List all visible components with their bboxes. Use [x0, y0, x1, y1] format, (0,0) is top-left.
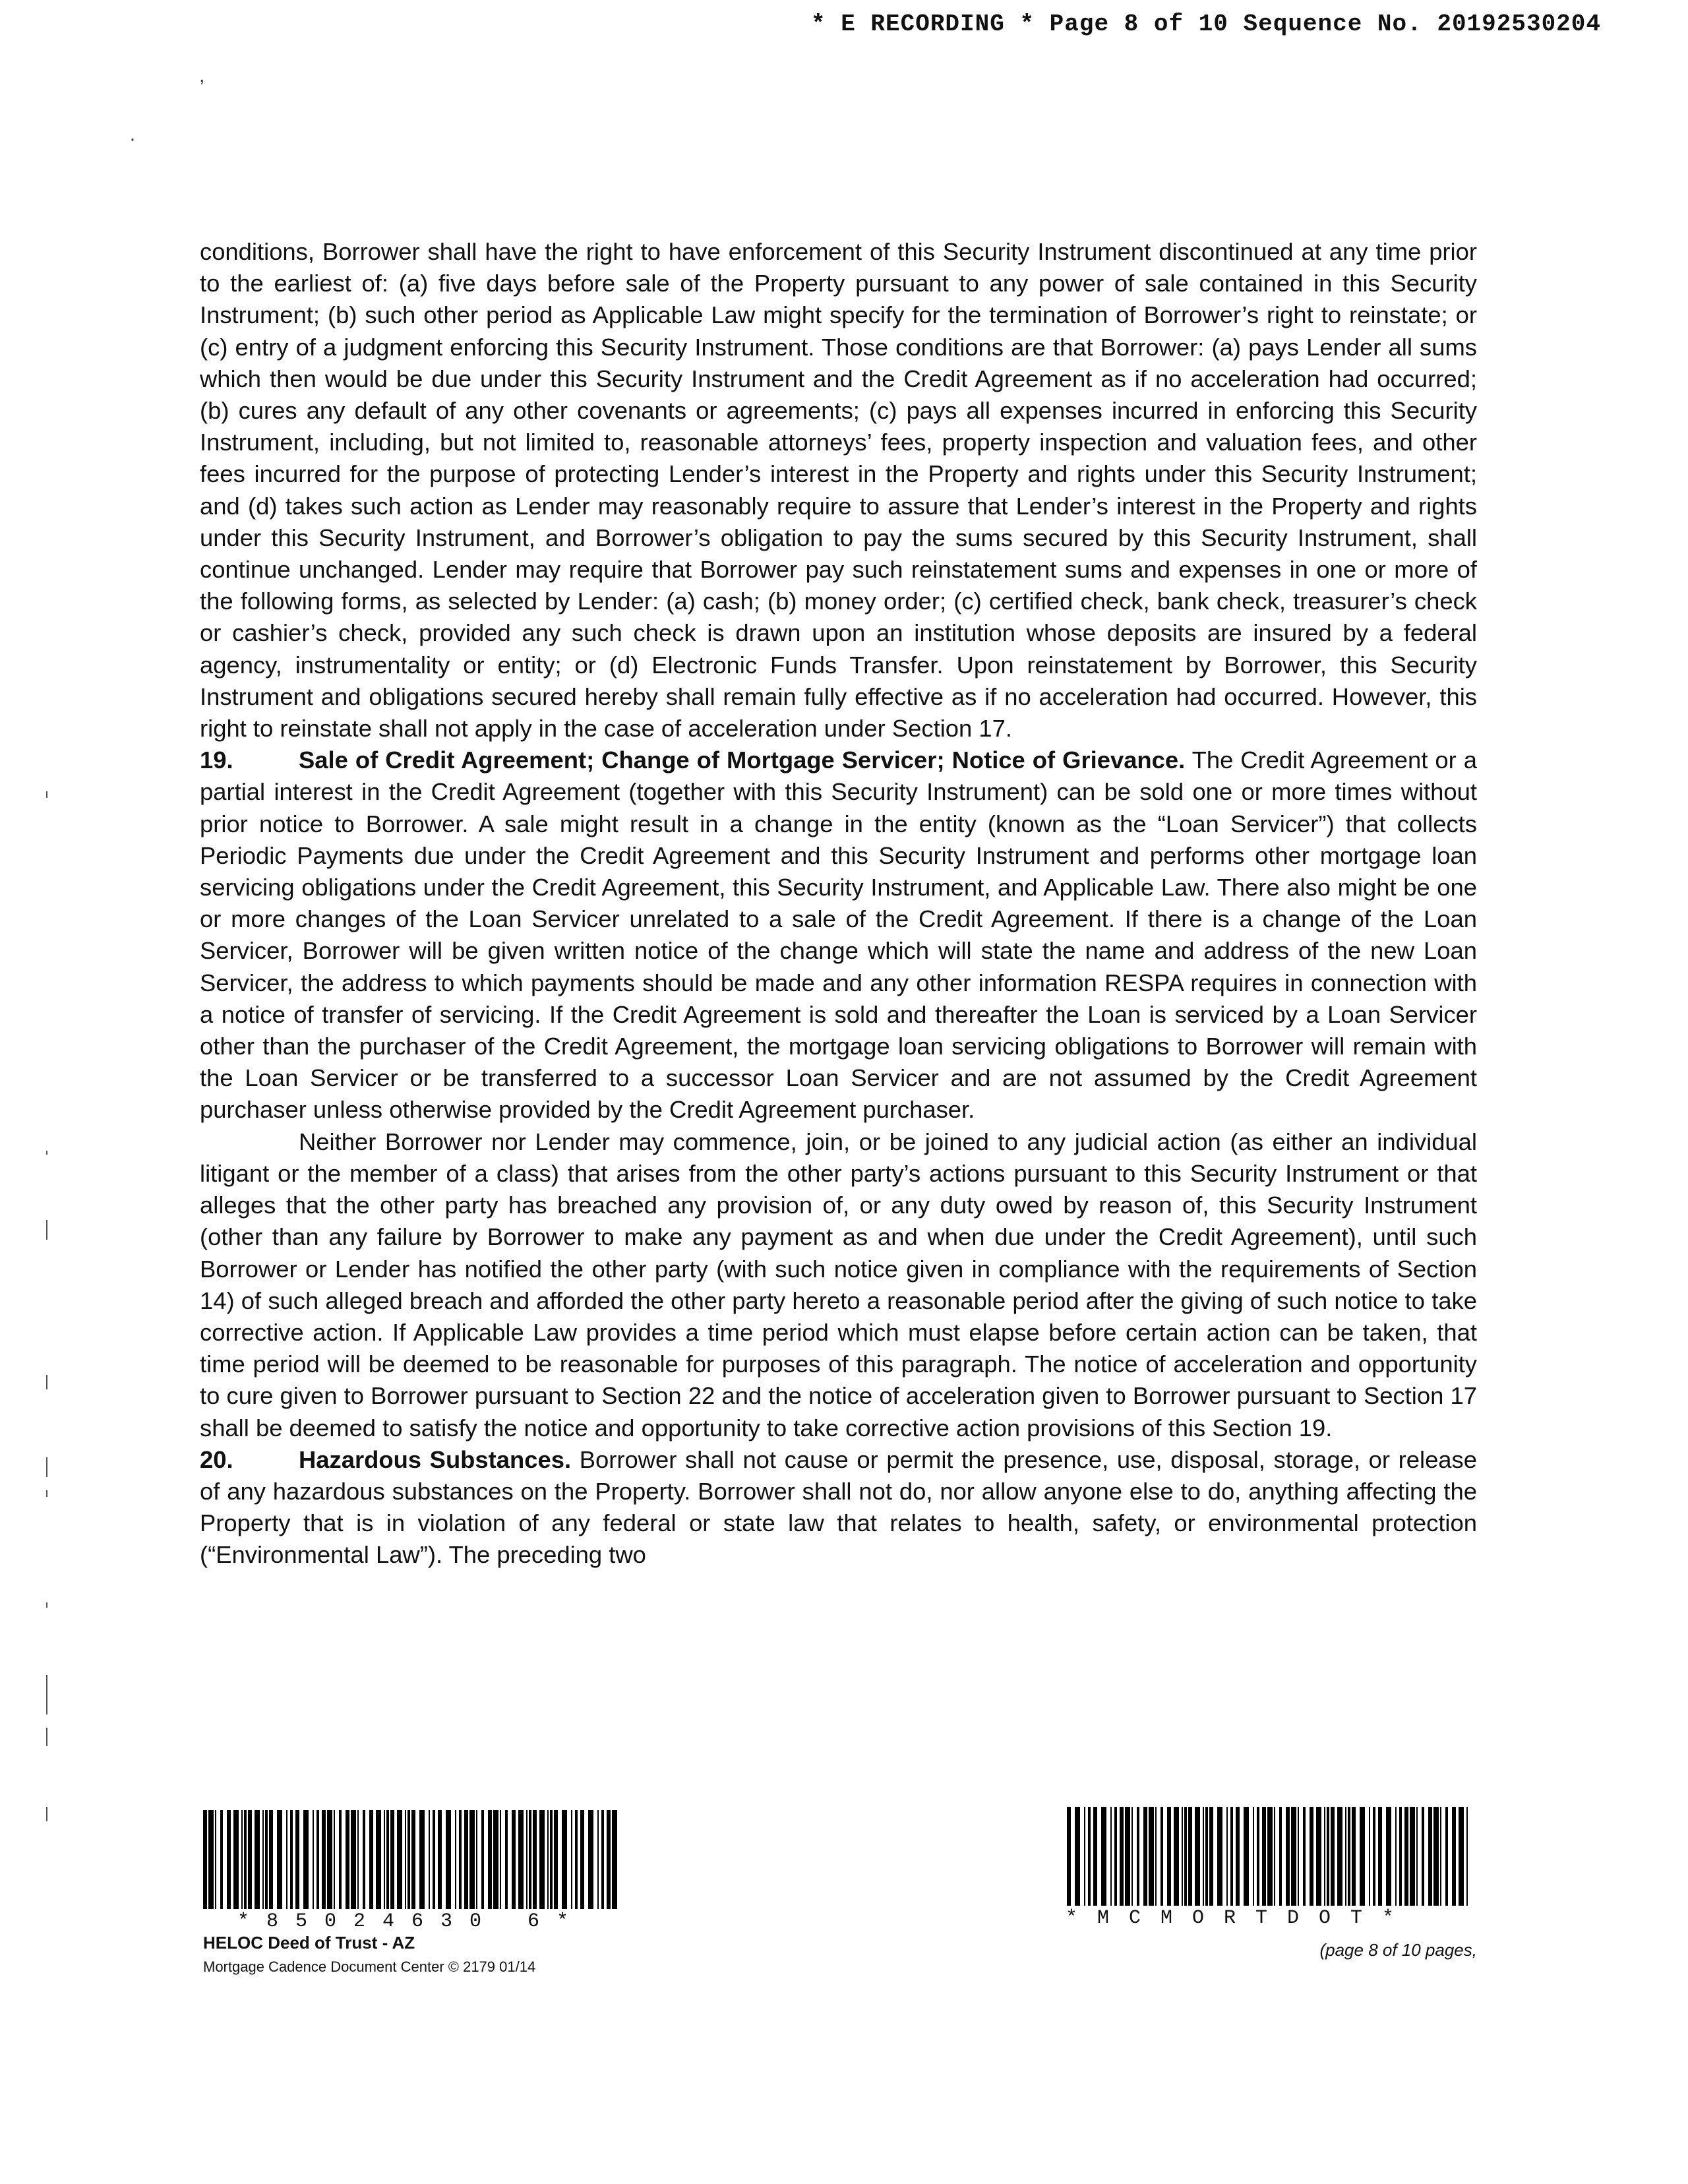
barcode-bar	[612, 1810, 617, 1909]
barcode-bar	[1230, 1807, 1233, 1906]
barcode-bar	[1205, 1807, 1208, 1906]
barcode-bar	[607, 1810, 611, 1909]
barcode-bar	[1466, 1807, 1468, 1906]
barcode-bar	[405, 1810, 406, 1909]
margin-mark	[46, 1375, 47, 1389]
barcode-bar	[529, 1810, 531, 1909]
barcode-bar	[1149, 1807, 1154, 1906]
barcode-bar	[1093, 1807, 1097, 1906]
barcode-bar	[262, 1810, 264, 1909]
barcode-bar	[1337, 1807, 1342, 1906]
barcode-bar	[1378, 1807, 1382, 1906]
barcode-bar	[1209, 1807, 1213, 1906]
barcode-bar	[1298, 1807, 1299, 1906]
barcode-bar	[1433, 1807, 1439, 1906]
barcode-bar	[1131, 1807, 1133, 1906]
barcode-bar	[1291, 1807, 1296, 1906]
barcode-bar	[290, 1810, 293, 1909]
barcode-bar	[357, 1810, 359, 1909]
barcode-bar	[1327, 1807, 1329, 1906]
section-19	[200, 744, 1477, 1126]
barcode-bar	[351, 1810, 356, 1909]
form-title: HELOC Deed of Trust - AZ	[203, 1933, 415, 1953]
barcode-bar	[1369, 1807, 1370, 1906]
barcode-bar	[518, 1810, 524, 1909]
barcode-bar	[1324, 1807, 1325, 1906]
barcode-bar	[316, 1810, 319, 1909]
footer-right	[1063, 1807, 1477, 1960]
barcode-bar	[505, 1810, 508, 1909]
barcode-bar	[571, 1810, 572, 1909]
barcode-bar	[1203, 1807, 1204, 1906]
barcode-caption: *85024630 6*	[237, 1910, 586, 1933]
paragraph-reinstatement: conditions, Borrower shall have the right to have enforcement of this Security Instrument discontinued at any time prior to the earliest of: (a) five days before sale of the Property pursuant to any power of sale contained in this Security Instrument; (b) such other period as Applicable Law might specify for the termination of Borrower’s right to reinstate; or (c) entry of a judgment enforcing this Security Instrument. Those conditions are that Borrower: (a) pays Lender all sums which then would be due under this Security Instrument and the Credit Agreement as if no acceleration had occurred; (b) cures any default of any other covenants or agreements; (c) pays all expenses incurred in enforcing this Security Instrument, including, but not limited to, reasonable attorneys’ fees, property inspection and valuation fees, and other fees incurred for the purpose of protecting Lender’s interest in the Property and rights under this Security Instrument; and (d) takes such action as Lender may reasonably require to assure that Lender’s interest in the Property and rights under this Security Instrument, and Borrower’s obligation to pay the sums secured by this Security Instrument, shall continue unchanged. Lender may require that Borrower pay such reinstatement sums and expenses in one or more of the following forms, as selected by Lender: (a) cash; (b) money order; (c) certified check, bank check, treasurer’s check or cashier’s check, provided any such check is drawn upon an institution whose deposits are insured by a federal agency, instrumentality or entity; or (d) Electronic Funds Transfer. Upon reinstatement by Borrower, this Security Instrument and obligations secured hereby shall remain fully effective as if no acceleration had occurred. However, this right to reinstate shall not apply in the case of acceleration under Section 17.	[200, 238, 1477, 743]
recording-stamp: * E RECORDING * Page 8 of 10 Sequence No. 20192530204	[811, 11, 1601, 38]
barcode-bar	[1404, 1807, 1408, 1906]
barcode-bar	[1137, 1807, 1139, 1906]
barcode-bar	[512, 1810, 516, 1909]
barcode-bar	[1452, 1807, 1456, 1906]
barcode-bar	[313, 1810, 314, 1909]
barcode-bar	[1274, 1807, 1275, 1906]
barcode-bar	[459, 1810, 462, 1909]
barcode-bar	[244, 1810, 247, 1909]
barcode-bar	[241, 1810, 243, 1909]
barcode-bar	[1217, 1807, 1222, 1906]
barcode-bar	[1067, 1807, 1071, 1906]
barcode-bar	[215, 1810, 216, 1909]
barcode-bar	[1373, 1807, 1375, 1906]
barcode-bar	[547, 1810, 549, 1909]
barcode-bar	[1416, 1807, 1418, 1906]
section-20-title: Hazardous Substances.	[299, 1445, 572, 1473]
barcode-bar	[1182, 1807, 1183, 1906]
barcode-bar	[1226, 1807, 1228, 1906]
barcode-bar	[369, 1810, 373, 1909]
barcode-bar	[1143, 1807, 1147, 1906]
barcode-bar	[1084, 1807, 1085, 1906]
barcode-bar	[1360, 1807, 1365, 1906]
barcode-bar	[363, 1810, 365, 1909]
barcode-bar	[384, 1810, 385, 1909]
barcode-bar	[1244, 1807, 1249, 1906]
barcode-bar	[1120, 1807, 1124, 1906]
barcode-bar	[469, 1810, 475, 1909]
barcode-bar	[265, 1810, 268, 1909]
barcode-bar	[1101, 1807, 1106, 1906]
page-count: (page 8 of 10 pages,	[1319, 1940, 1477, 1960]
barcode-bar	[455, 1810, 456, 1909]
barcode-bar	[438, 1810, 442, 1909]
document-barcode	[203, 1810, 618, 1909]
barcode-bar	[419, 1810, 425, 1909]
barcode-bar	[1445, 1807, 1448, 1906]
barcode-bar	[575, 1810, 578, 1909]
barcode-bar	[248, 1810, 252, 1909]
barcode-bar	[597, 1810, 599, 1909]
barcode-bar	[1459, 1807, 1464, 1906]
barcode-bar	[580, 1810, 584, 1909]
barcode-bar	[476, 1810, 477, 1909]
barcode-bar	[1316, 1807, 1321, 1906]
barcode-bar	[277, 1810, 282, 1909]
barcode-bar	[1395, 1807, 1397, 1906]
margin-mark	[46, 1151, 47, 1155]
barcode-bar	[588, 1810, 593, 1909]
barcode-bar	[1422, 1807, 1424, 1906]
barcode-bar	[322, 1810, 326, 1909]
barcode-bar	[1286, 1807, 1290, 1906]
barcode-bar	[397, 1810, 402, 1909]
barcode-bar	[533, 1810, 537, 1909]
barcode-bar	[327, 1810, 332, 1909]
barcode-bar	[429, 1810, 430, 1909]
barcode-bar	[1167, 1807, 1171, 1906]
barcode-bar	[1262, 1807, 1266, 1906]
barcode-bar	[1399, 1807, 1402, 1906]
barcode-bar	[554, 1810, 558, 1909]
barcode-bar	[1236, 1807, 1240, 1906]
barcode-bar	[1257, 1807, 1259, 1906]
barcode-bar	[1279, 1807, 1282, 1906]
barcode-bar	[303, 1810, 309, 1909]
barcode-bar	[286, 1810, 287, 1909]
barcode-bar	[390, 1810, 394, 1909]
section-19-text: The Credit Agreement or a partial interest in the Credit Agreement (together with this Security Instrument) can be sold one or more times without prior notice to Borrower. A sale might result in a change in the entity (known as the “Loan Servicer”) that collects Periodic Payments due under the Credit Agreement and this Security Instrument and performs other mortgage loan servicing obligations under the Credit Agreement, this Security Instrument, and Applicable Law. There also might be one or more changes of the Loan Servicer unrelated to a sale of the Credit Agreement. If there is a change of the Loan Servicer, Borrower will be given written notice of the change which will state the name and address of the new Loan Servicer, the address to which payments should be made and any other information RESPA requires in connection with a notice of transfer of servicing. If the Credit Agreement is sold and thereafter the Loan is serviced by a Loan Servicer other than the purchaser of the Credit Agreement, the mortgage loan servicing obligations to Borrower will remain with the Loan Servicer or be transferred to a successor Loan Servicer and are not assumed by the Credit Agreement purchaser unless otherwise provided by the Credit Agreement purchaser.	[200, 746, 1477, 1124]
barcode-bar	[346, 1810, 349, 1909]
barcode-bar	[339, 1810, 342, 1909]
form-barcode	[1067, 1807, 1470, 1906]
barcode-bar	[1088, 1807, 1091, 1906]
barcode-bar	[1075, 1807, 1080, 1906]
barcode-bar	[233, 1810, 239, 1909]
barcode-bar	[562, 1810, 567, 1909]
barcode-bar	[601, 1810, 604, 1909]
margin-mark	[46, 1220, 47, 1240]
stray-mark: ,	[199, 65, 205, 86]
barcode-bar	[255, 1810, 260, 1909]
barcode-bar	[1174, 1807, 1179, 1906]
barcode-bar	[1386, 1807, 1391, 1906]
barcode-bar	[1348, 1807, 1350, 1906]
barcode-bar	[1184, 1807, 1187, 1906]
barcode-bar	[295, 1810, 299, 1909]
section-19-paragraph-2: Neither Borrower nor Lender may commence, join, or be joined to any judicial action (as either an individual litigant or the member of a class) that arises from the other party’s actions pursuant to this Security Instrument or that alleges that the other party has breached any provision of, or any duty owed by reason of, this Security Instrument (other than any failure by Borrower to make any payment as and when due under the Credit Agreement), until such Borrower or Lender has notified the other party (with such notice given in compliance with the requirements of Section 14) of such alleged breach and afforded the other party hereto a reasonable period after the giving of such notice to take corrective action. If Applicable Law provides a time period which must elapse before certain action can be taken, that time period will be deemed to be reasonable for purposes of this paragraph. The notice of acceleration and opportunity to cure given to Borrower pursuant to Section 22 and the notice of acceleration given to Borrower pursuant to Section 17 shall be deemed to satisfy the notice and opportunity to take corrective action provisions of this Section 19.	[200, 1128, 1477, 1441]
barcode-bar	[464, 1810, 468, 1909]
barcode-bar	[1310, 1807, 1313, 1906]
margin-mark	[46, 1602, 47, 1608]
barcode-bar	[1345, 1807, 1346, 1906]
barcode-bar	[1267, 1807, 1273, 1906]
barcode-bar	[488, 1810, 492, 1909]
barcode-bar	[386, 1810, 389, 1909]
barcode-bar	[1352, 1807, 1356, 1906]
footer-left	[203, 1810, 618, 1976]
barcode-bar	[334, 1810, 335, 1909]
barcode-bar	[407, 1810, 410, 1909]
barcode-bar	[550, 1810, 553, 1909]
barcode-bar	[1188, 1807, 1192, 1906]
margin-mark	[46, 1807, 47, 1821]
margin-mark	[46, 791, 47, 798]
barcode-bar	[1253, 1807, 1254, 1906]
barcode-bar	[446, 1810, 451, 1909]
form-publisher: Mortgage Cadence Document Center © 2179 01/14	[203, 1958, 536, 1975]
margin-mark	[46, 1728, 47, 1746]
barcode-bar	[526, 1810, 528, 1909]
section-20	[200, 1444, 1477, 1571]
section-19-title: Sale of Credit Agreement; Change of Mortgage Servicer; Notice of Grievance.	[299, 746, 1186, 774]
barcode-bar	[269, 1810, 273, 1909]
barcode-bar	[220, 1810, 223, 1909]
margin-mark	[46, 1490, 47, 1497]
barcode-bar	[1155, 1807, 1157, 1906]
section-20-text: Borrower shall not cause or permit the presence, use, disposal, storage, or release of any hazardous substances on the Property. Borrower shall not do, nor allow anyone else to do, anything affecting the Property that is in violation of any federal or state law that relates to health, safety, or environmental protection (“Environmental Law”). The preceding two	[200, 1445, 1477, 1569]
barcode-bar	[203, 1810, 207, 1909]
barcode-caption: *MCMORTDOT*	[1066, 1907, 1414, 1929]
section-19-number: 19.	[200, 746, 233, 774]
barcode-bar	[1410, 1807, 1415, 1906]
margin-mark	[46, 1675, 47, 1714]
margin-mark	[46, 1457, 47, 1477]
barcode-bar	[500, 1810, 501, 1909]
barcode-bar	[227, 1810, 231, 1909]
barcode-bar	[1195, 1807, 1200, 1906]
barcode-bar	[1114, 1807, 1117, 1906]
barcode-bar	[376, 1810, 381, 1909]
section-20-number: 20.	[200, 1445, 233, 1473]
barcode-bar	[1440, 1807, 1441, 1906]
barcode-bar	[411, 1810, 415, 1909]
barcode-bar	[539, 1810, 545, 1909]
barcode-bar	[1125, 1807, 1130, 1906]
barcode-bar	[1428, 1807, 1432, 1906]
stray-mark: ·	[129, 128, 136, 150]
barcode-bar	[1160, 1807, 1163, 1906]
barcode-bar	[1303, 1807, 1306, 1906]
barcode-bar	[433, 1810, 435, 1909]
document-body	[200, 236, 1477, 1571]
barcode-bar	[481, 1810, 484, 1909]
barcode-bar	[1110, 1807, 1112, 1906]
barcode-bar	[208, 1810, 214, 1909]
barcode-bar	[1331, 1807, 1335, 1906]
barcode-bar	[493, 1810, 498, 1909]
